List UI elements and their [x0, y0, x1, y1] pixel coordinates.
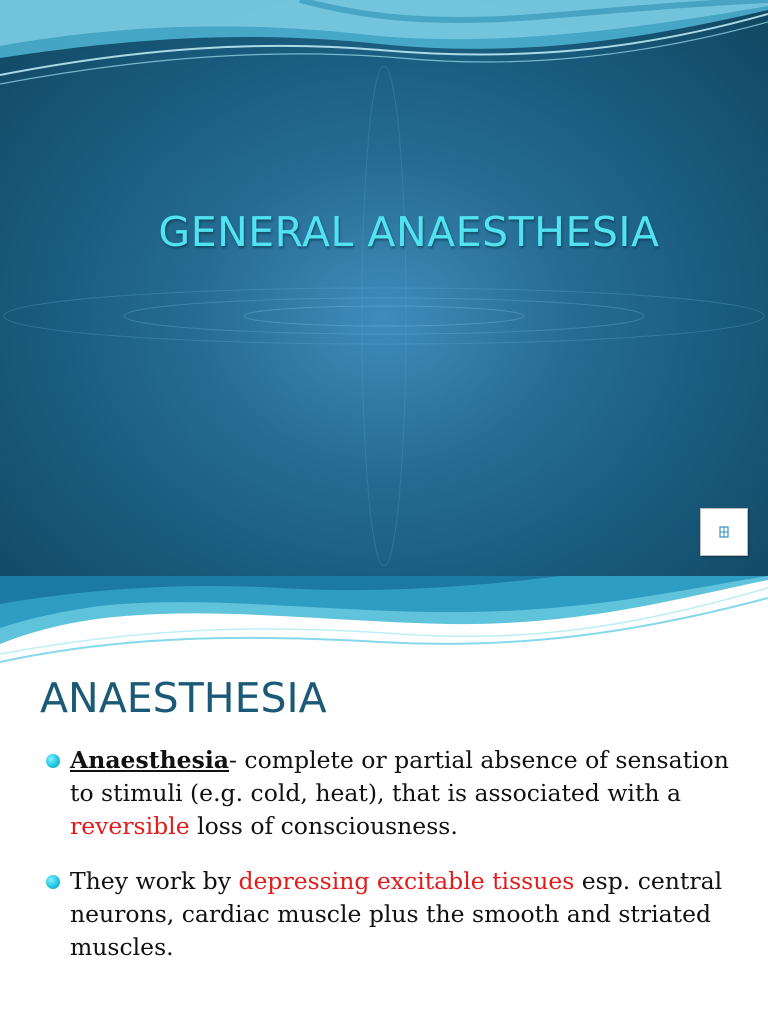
slide-title: GENERAL ANAESTHESIA — [158, 208, 660, 256]
bullet-text-end: esp. central neurons, cardiac muscle plus the smooth and striated muscles. — [70, 867, 723, 961]
bullet-highlight: depressing excitable tissues — [238, 867, 575, 895]
document-action-button[interactable] — [700, 508, 748, 556]
bullet-term: Anaesthesia — [70, 746, 230, 774]
bullet-dot-icon — [46, 875, 60, 889]
bullet-text: They work by — [70, 867, 239, 895]
bullet-highlight: reversible — [70, 812, 190, 840]
bullet-mechanism — [44, 865, 744, 964]
bullet-text: - complete or partial absence of sensation to stimuli (e.g. cold, heat), that is associated with a — [70, 746, 729, 807]
bullet-list — [44, 744, 744, 986]
content-slide — [0, 576, 768, 1024]
bullet-text-end: loss of consciousness. — [189, 812, 458, 840]
document-icon — [717, 525, 731, 539]
slide-heading: ANAESTHESIA — [40, 674, 327, 722]
bullet-dot-icon — [46, 754, 60, 768]
bullet-definition — [44, 744, 744, 843]
content-slide-waves — [0, 576, 768, 676]
